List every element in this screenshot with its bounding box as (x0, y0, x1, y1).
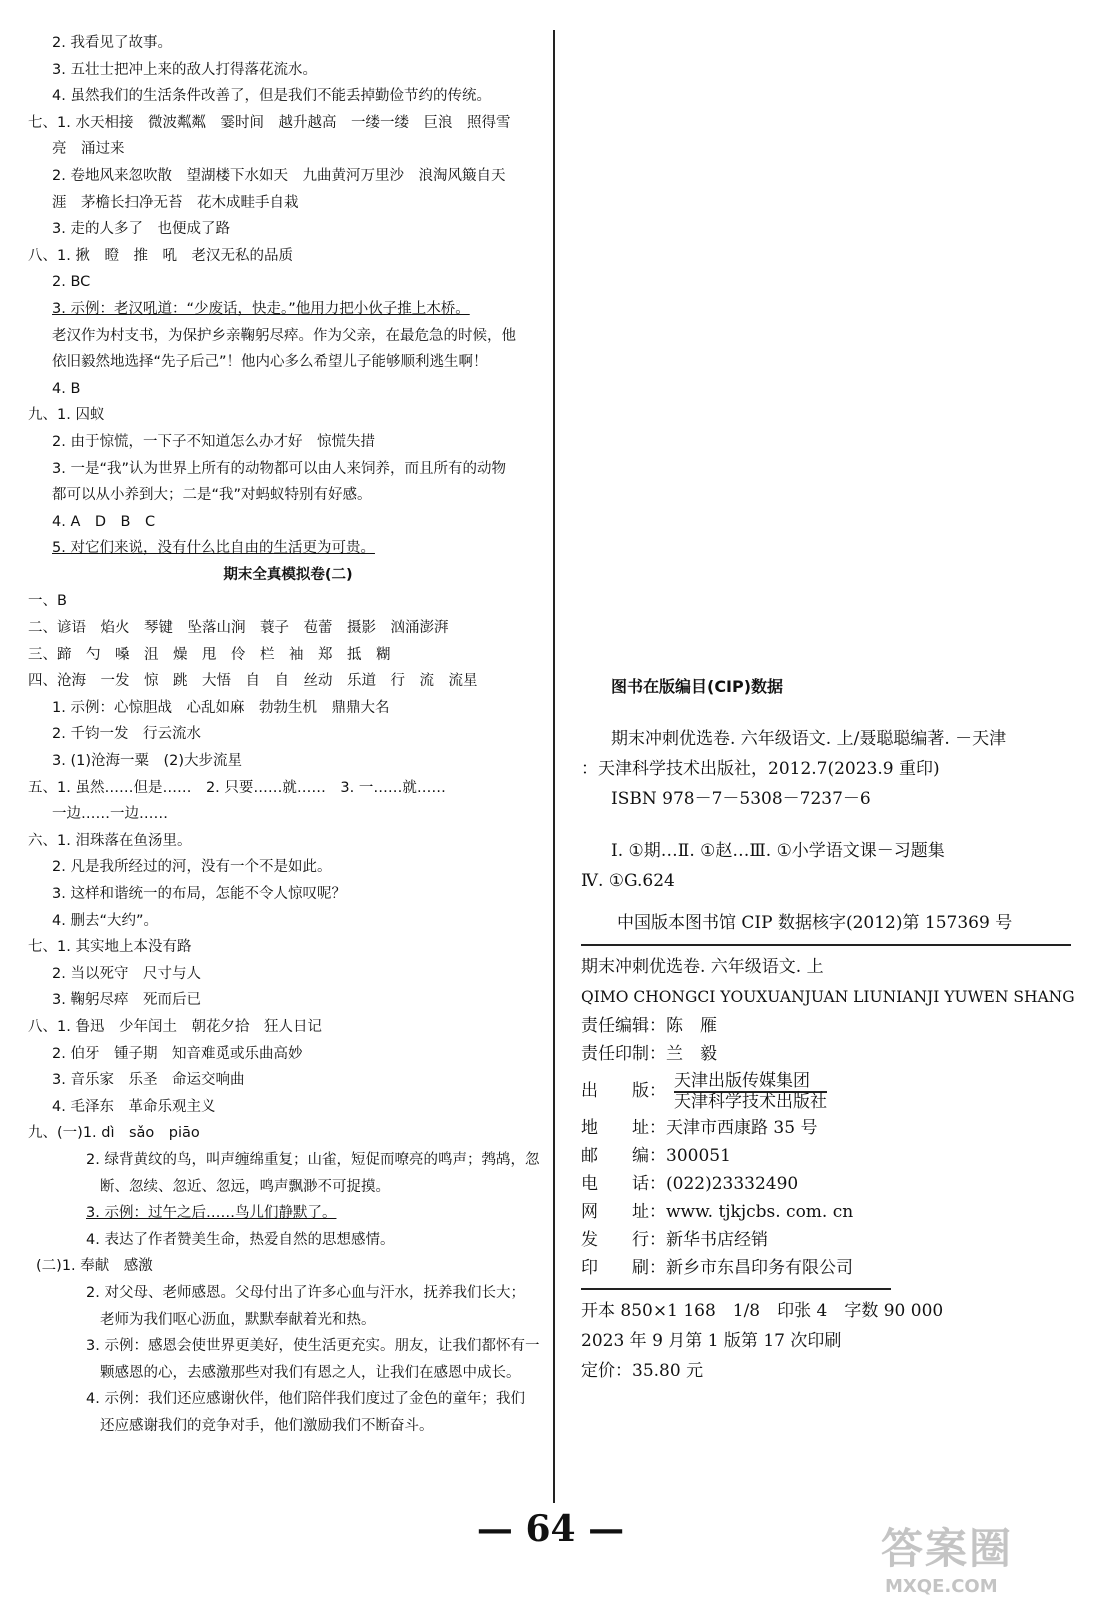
distribution-row (581, 1226, 1071, 1254)
answer-line: 2. 千钧一发 行云流水 (52, 726, 201, 743)
website-row (581, 1198, 1071, 1226)
printer-row (581, 1040, 1071, 1068)
distribution-label: 发 行： (581, 1230, 666, 1250)
answer-line: 1. 示例：心惊胆战 心乱如麻 勃勃生机 鼎鼎大名 (52, 699, 390, 716)
answer-line: 八、1. 揪 瞪 推 吼 老汉无私的品质 (28, 247, 293, 264)
printing-label: 印 刷： (581, 1258, 666, 1278)
cip-block (581, 672, 1075, 1386)
book-title: 期末冲刺优选卷. 六年级语文. 上 (581, 957, 824, 977)
answer-line: 3. (1)沧海一粟 (2)大步流星 (52, 753, 243, 770)
answer-line: 一、B (28, 593, 67, 610)
answer-line: 八、1. 鲁迅 少年闰土 朝花夕拾 狂人日记 (28, 1018, 322, 1035)
phone-label: 电 话： (581, 1174, 666, 1194)
answer-line: 3. 这样和谐统一的布局，怎能不令人惊叹呢？ (52, 886, 346, 902)
cip-line: ：天津科学技术出版社，2012.7(2023.9 重印) (581, 759, 940, 779)
printing-value: 新乡市东昌印务有限公司 (666, 1258, 853, 1278)
watermark-logo (881, 1516, 1081, 1597)
cip-title: 图书在版编目(CIP)数据 (611, 677, 784, 696)
answer-line: (二)1. 奉献 感激 (36, 1258, 153, 1275)
page-number: — 64 — (476, 1508, 625, 1550)
editor-label: 责任编辑： (581, 1016, 666, 1036)
cip-classification: Ⅰ. ①期…Ⅱ. ①赵…Ⅲ. ①小学语文课－习题集 (611, 841, 945, 861)
answer-line: 涯 茅檐长扫净无苔 花木成畦手自栽 (52, 194, 299, 211)
publisher-group: 天津出版传媒集团 (674, 1072, 827, 1093)
answer-line: 2. 由于惊慌，一下子不知道怎么办才好 惊慌失措 (52, 433, 375, 450)
publisher-value (666, 1072, 827, 1114)
printer-value: 兰 毅 (666, 1044, 717, 1064)
answer-line: 3. 示例：感恩会使世界更美好，使生活更充实。朋友，让我们都怀有一 (86, 1338, 540, 1355)
answer-line: 颗感恩的心，去感激那些对我们有恩之人，让我们在感恩中成长。 (100, 1364, 521, 1381)
answer-line: 3. 鞠躬尽瘁 死而后已 (52, 992, 201, 1009)
answer-line: 二、谚语 焰火 琴键 坠落山涧 蓑子 苞蕾 摄影 汹涌澎湃 (28, 620, 449, 637)
publisher-row (581, 1068, 1071, 1114)
answer-line: 5. 对它们来说，没有什么比自由的生活更为可贵。 (52, 540, 375, 557)
answer-line: 4. A D B C (52, 513, 156, 530)
answer-line: 3. 一是“我”认为世界上所有的动物都可以由人来饲养，而且所有的动物 (52, 460, 506, 477)
answer-line: 4. B (52, 380, 81, 397)
format-spec: 开本 850×1 168 1/8 印张 4 字数 90 000 (581, 1301, 944, 1321)
answer-line: 九、(一)1. dì sǎo piāo (28, 1125, 200, 1142)
answer-line: 老汉作为村支书，为保护乡亲鞠躬尽瘁。作为父亲，在最危急的时候，他 (52, 327, 516, 344)
postcode-value: 300051 (666, 1146, 731, 1166)
answer-line: 依旧毅然地选择“先子后己”！他内心多么希望儿子能够顺利逃生啊！ (52, 354, 488, 371)
distribution-value: 新华书店经销 (666, 1230, 768, 1250)
answer-line: 五、1. 虽然……但是…… 2. 只要……就…… 3. 一……就…… (28, 779, 446, 796)
publisher-label: 出 版： (581, 1081, 666, 1101)
answer-line: 4. 毛泽东 革命乐观主义 (52, 1098, 216, 1115)
section-title: 期末全真模拟卷(二) (223, 566, 353, 583)
answer-line: 3. 走的人多了 也便成了路 (52, 221, 230, 238)
website-label: 网 址： (581, 1202, 666, 1222)
answer-line: 老师为我们呕心沥血，默默奉献着光和热。 (100, 1311, 376, 1328)
answer-line: 4. 删去“大约”。 (52, 912, 158, 929)
answer-line: 2. 当以死守 尺寸与人 (52, 965, 201, 982)
watermark-text: 答案圈 (881, 1524, 1014, 1573)
answer-line: 都可以从小养到大；二是“我”对蚂蚁特别有好感。 (52, 487, 372, 504)
answer-line: 一边……一边…… (52, 806, 168, 823)
editor-value: 陈 雁 (666, 1016, 717, 1036)
editor-row (581, 1012, 1071, 1040)
cip-line: 期末冲刺优选卷. 六年级语文. 上/聂聪聪编著. －天津 (611, 729, 1007, 749)
cip-classification: Ⅳ. ①G.624 (581, 871, 675, 891)
rule-line (581, 1288, 891, 1290)
answer-line: 3. 示例：老汉吼道：“少废话，快走。”他用力把小伙子推上木桥。 (52, 300, 470, 317)
answer-line: 九、1. 囚蚁 (28, 407, 105, 424)
answer-line: 2. 绿背黄纹的鸟，叫声缠绵重复；山雀，短促而嘹亮的鸣声；鹁鸪，忽 (86, 1151, 540, 1168)
watermark-site: MXQE.COM (885, 1576, 998, 1597)
website-value: www. tjkjcbs. com. cn (666, 1202, 854, 1222)
answer-line: 七、1. 其实地上本没有路 (28, 939, 192, 956)
phone-row (581, 1170, 1071, 1198)
answer-line: 3. 示例：过午之后……鸟儿们静默了。 (86, 1205, 337, 1222)
cip-isbn: ISBN 978－7－5308－7237－6 (611, 789, 871, 809)
postcode-label: 邮 编： (581, 1146, 666, 1166)
printer-label: 责任印制： (581, 1044, 666, 1064)
answer-line: 2. 凡是我所经过的河，没有一个不是如此。 (52, 859, 332, 876)
answer-column (28, 30, 548, 1439)
answer-line: 4. 虽然我们的生活条件改善了，但是我们不能丢掉勤俭节约的传统。 (52, 88, 491, 105)
book-pinyin: QIMO CHONGCI YOUXUANJUAN LIUNIANJI YUWEN SHANG (581, 988, 1075, 1006)
answer-line: 六、1. 泪珠落在鱼汤里。 (28, 832, 192, 849)
answer-line: 3. 音乐家 乐圣 命运交响曲 (52, 1072, 245, 1089)
answer-line: 4. 示例：我们还应感谢伙伴，他们陪伴我们度过了金色的童年；我们 (86, 1391, 525, 1408)
answer-line: 七、1. 水天相接 微波粼粼 霎时间 越升越高 一缕一缕 巨浪 照得雪 (28, 114, 511, 131)
answer-line: 2. 我看见了故事。 (52, 35, 172, 51)
printing-row (581, 1254, 1071, 1282)
postcode-row (581, 1142, 1071, 1170)
publisher-name: 天津科学技术出版社 (674, 1092, 827, 1112)
answer-line: 四、沧海 一发 惊 跳 大悟 自 自 丝动 乐道 行 流 流星 (28, 673, 478, 690)
address-label: 地 址： (581, 1118, 666, 1138)
answer-line: 三、蹄 勺 嗓 沮 燥 甩 伶 栏 袖 郑 抵 糊 (28, 646, 391, 663)
answer-line: 2. 卷地风来忽吹散 望湖楼下水如天 九曲黄河万里沙 浪淘风簸自天 (52, 167, 506, 184)
answer-line: 2. 对父母、老师感恩。父母付出了许多心血与汗水，抚养我们长大； (86, 1284, 525, 1301)
edition-info: 2023 年 9 月第 1 版第 17 次印刷 (581, 1331, 842, 1351)
cip-number: 中国版本图书馆 CIP 数据核字(2012)第 157369 号 (617, 913, 1013, 933)
rule-line (581, 944, 1071, 946)
answer-line: 4. 表达了作者赞美生命，热爱自然的思想感情。 (86, 1231, 395, 1248)
price: 定价：35.80 元 (581, 1361, 704, 1381)
answer-line: 断、忽续、忽近、忽远，鸣声飘渺不可捉摸。 (100, 1178, 390, 1195)
answer-line: 2. BC (52, 274, 91, 291)
answer-line: 2. 伯牙 锺子期 知音难觅或乐曲高妙 (52, 1045, 303, 1062)
column-divider (553, 30, 555, 1503)
address-value: 天津市西康路 35 号 (666, 1118, 818, 1138)
address-row (581, 1114, 1071, 1142)
answer-line: 3. 五壮士把冲上来的敌人打得落花流水。 (52, 61, 317, 78)
answer-line: 亮 涌过来 (52, 141, 125, 158)
answer-line: 还应感谢我们的竞争对手，他们激励我们不断奋斗。 (100, 1417, 434, 1434)
phone-value: (022)23332490 (666, 1174, 799, 1194)
